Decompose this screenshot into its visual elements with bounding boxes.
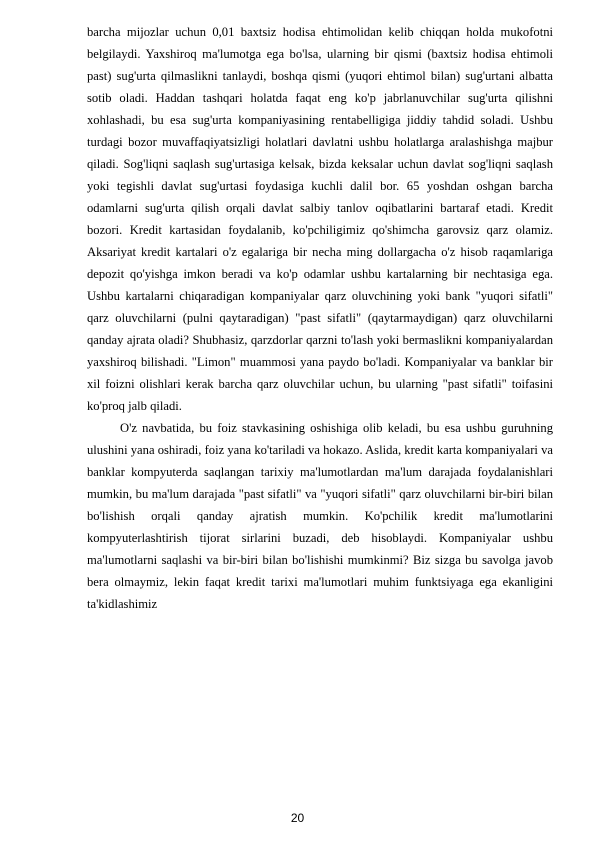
paragraph-2: O'z navbatida, bu foiz stavkasining oshishiga olib keladi, bu esa ushbu guruhning ulushini yana oshiradi, foiz yana ko'tariladi va hokazo. Aslida, kredit karta kompaniyalari va banklar kompyuterda saqlangan tarixiy ma'lumotlardan ma'lum darajada foydalanishlari mumkin, bu ma'lum darajada "past sifatli" va "yuqori sifatli" qarz oluvchilarni bir-biri bilan bo'lishish orqali qanday ajratish mumkin. Ko'pchilik kredit ma'lumotlarini kompyuterlashtirish tijorat sirlarini buzadi, deb hisoblaydi. Kompaniyalar ushbu ma'lumotlarni saqlashi va bir-biri bilan bo'lishishi mumkinmi? Biz sizga bu savolga javob bera olmaymiz, lekin faqat kredit tarixi ma'lumotlari muhim funktsiyaga ega ekanligini ta'kidlashimiz	[87, 421, 553, 611]
body-text	[87, 21, 553, 615]
page-number: 20	[290, 811, 305, 825]
paragraph-1: barcha mijozlar uchun 0,01 baxtsiz hodisa ehtimolidan kelib chiqqan holda mukofotni belgilaydi. Yaxshiroq ma'lumotga ega bo'lsa, ularning bir qismi (baxtsiz hodisa ehtimoli past) sug'urta qilmaslikni tanlaydi, boshqa qismi (yuqori ehtimol bilan) sug'urtani albatta sotib oladi. Haddan tashqari holatda faqat eng ko'p jabrlanuvchilar sug'urta qilishni xohlashadi, bu esa sug'urta kompaniyasining rentabelligiga jiddiy tahdid soladi. Ushbu turdagi bozor muvaffaqiyatsizligi holatlari davlatni ushbu holatlarga aralashishga majbur qiladi. Sog'liqni saqlash sug'urtasiga kelsak, bizda keksalar uchun davlat sog'liqni saqlash yoki tegishli davlat sug'urtasi foydasiga kuchli dalil bor. 65 yoshdan oshgan barcha odamlarni sug'urta qilish orqali davlat salbiy tanlov oqibatlarini bartaraf etadi. Kredit bozori. Kredit kartasidan foydalanib, ko'pchiligimiz qo'shimcha garovsiz qarz olamiz. Aksariyat kredit kartalari o'z egalariga bir necha ming dollargacha o'z hisob raqamlariga depozit qo'yishga imkon beradi va ko'p odamlar ushbu kartalarning bir nechtasiga ega. Ushbu kartalarni chiqaradigan kompaniyalar qarz oluvchining yoki bank "yuqori sifatli" qarz oluvchilarni (pulni qaytaradigan) "past sifatli" (qaytarmaydigan) qarz oluvchilarni qanday ajrata oladi? Shubhasiz, qarzdorlar qarzni to'lash yoki bermaslikni kompaniyalardan yaxshiroq bilishadi. "Limon" muammosi yana paydo bo'ladi. Kompaniyalar va banklar bir xil foizni olishlari kerak barcha qarz oluvchilar uchun, bu ularning "past sifatli" toifasini ko'proq jalb qiladi.	[87, 25, 553, 413]
